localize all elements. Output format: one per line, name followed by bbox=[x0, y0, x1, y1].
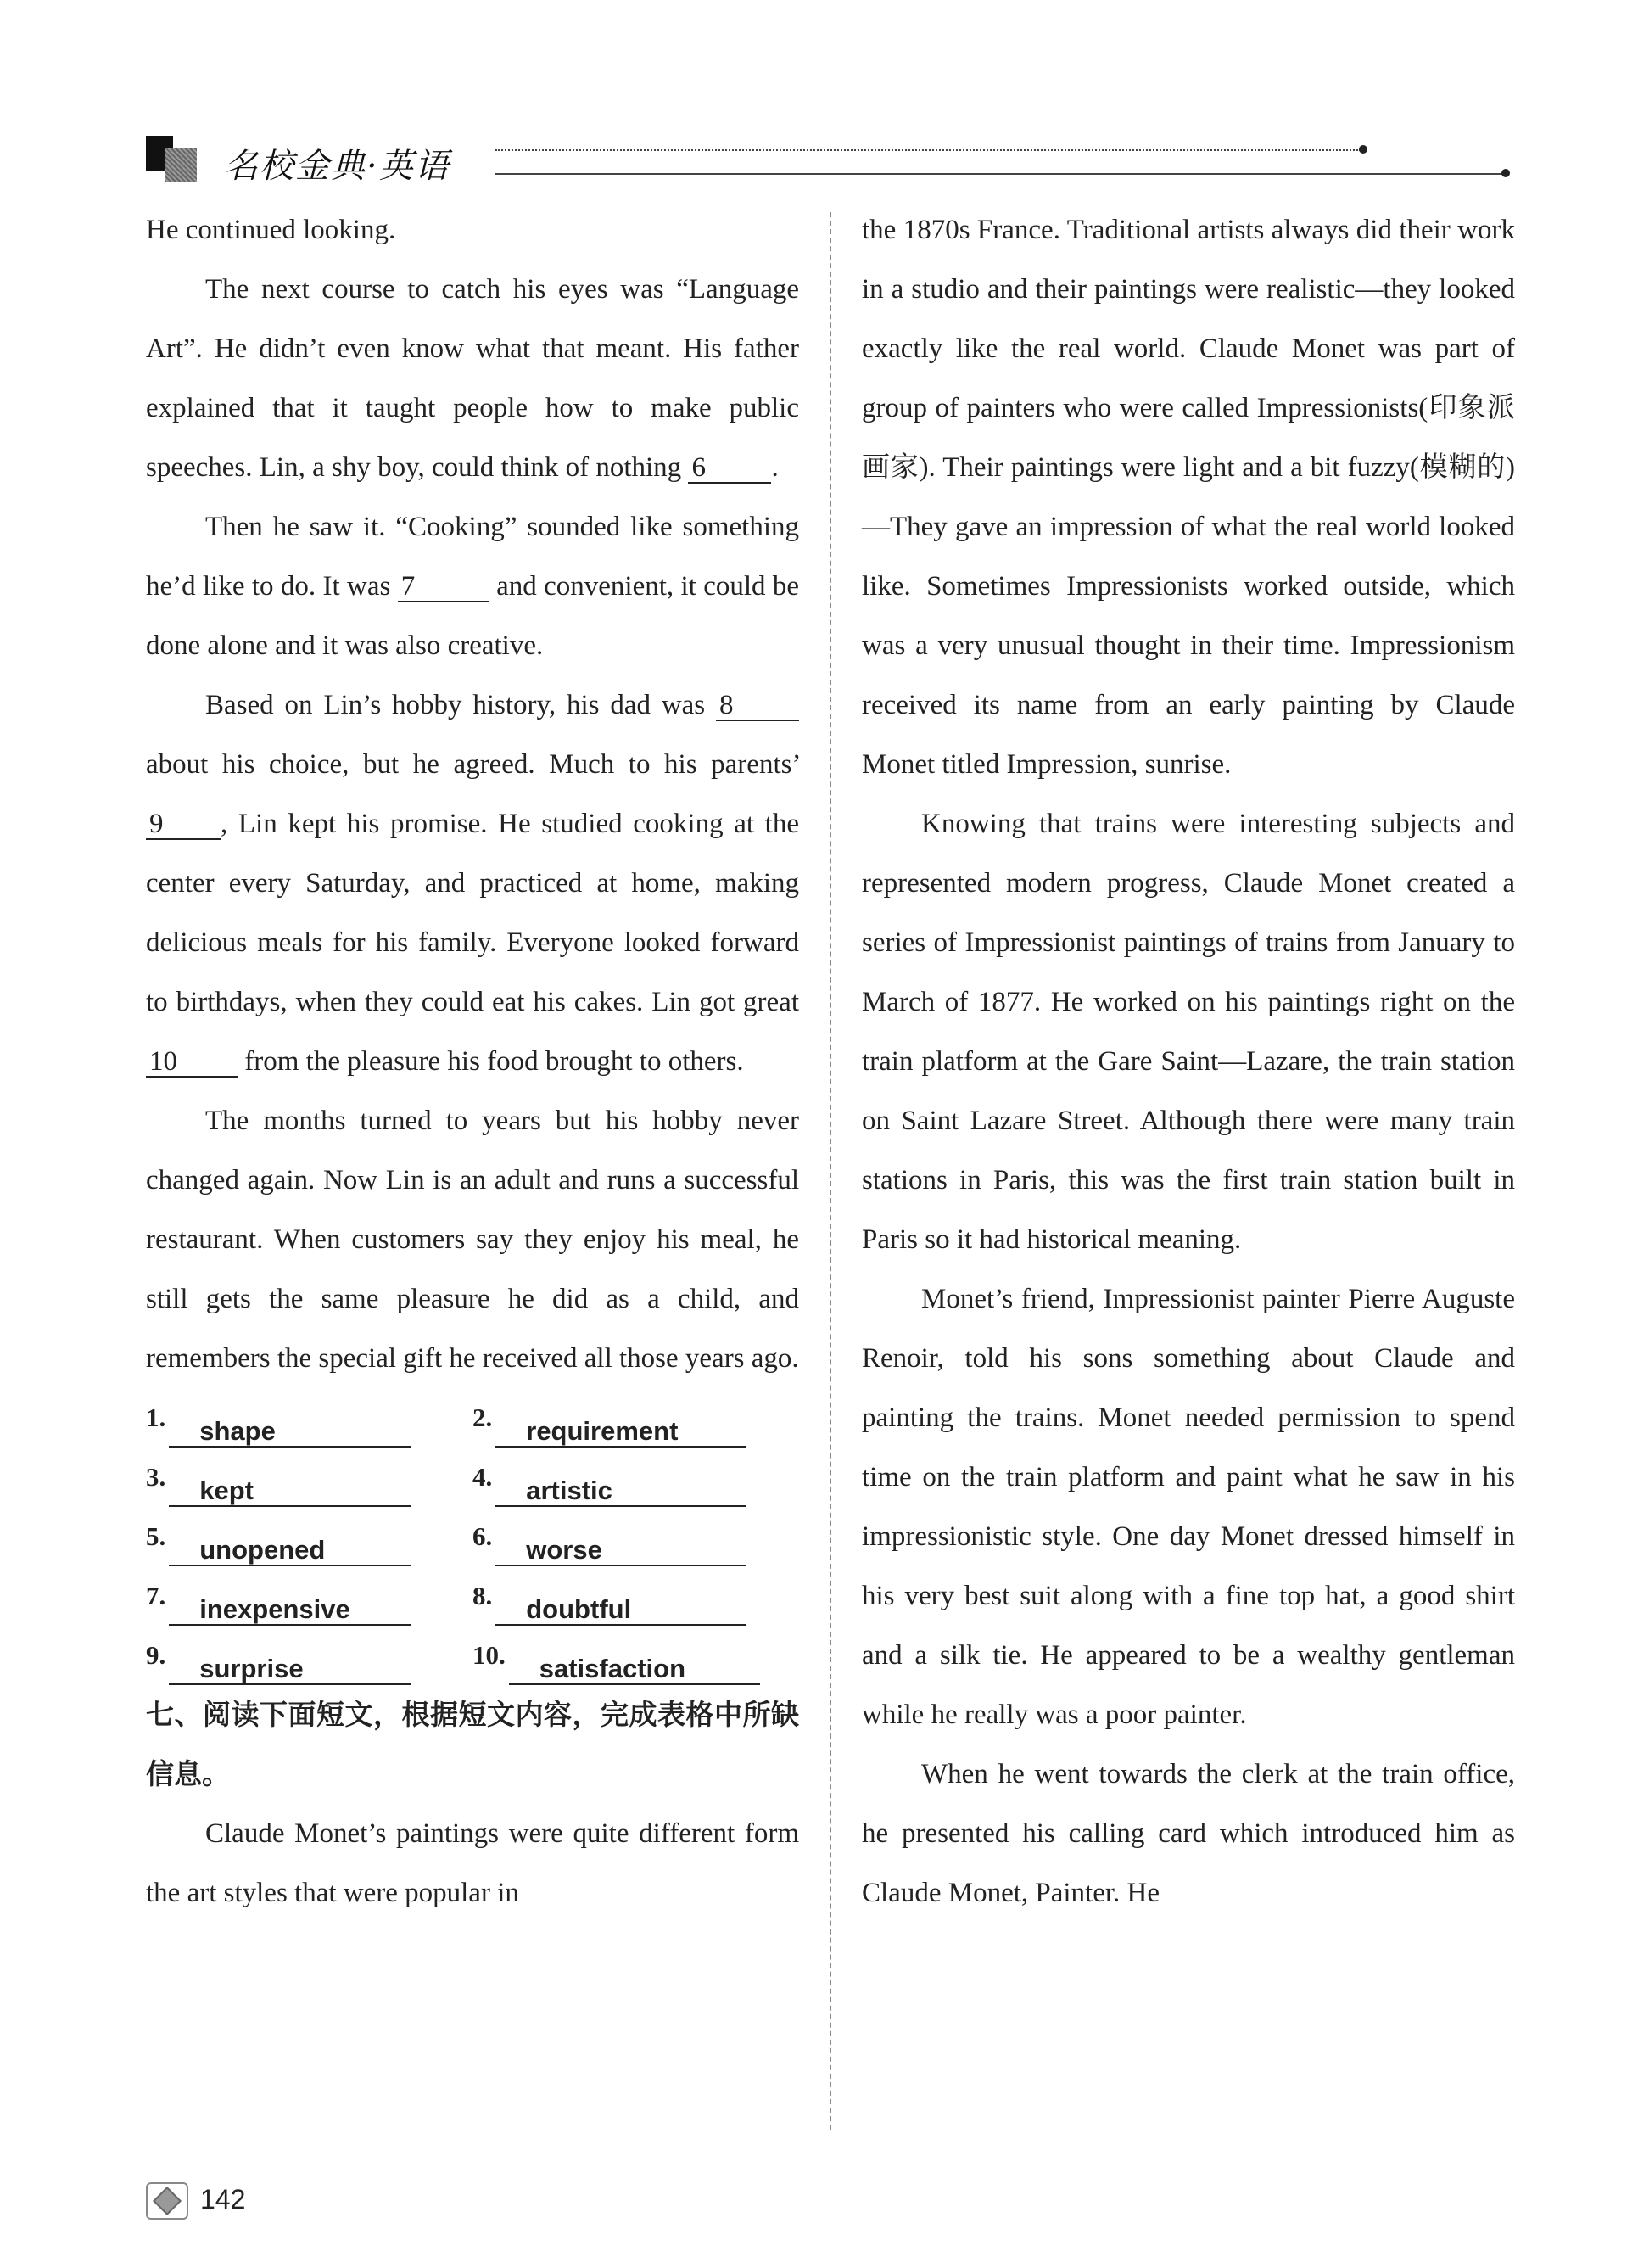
text: and convenient, it could be done alone and it was also creative. bbox=[146, 571, 800, 661]
answer-row bbox=[146, 1566, 799, 1626]
paragraph bbox=[146, 497, 799, 675]
text: about his choice, but he agreed. Much to his parents’ bbox=[146, 749, 799, 780]
answer-number: 4. bbox=[472, 1462, 493, 1492]
answer-number: 1. bbox=[146, 1403, 166, 1432]
answer-item bbox=[146, 1448, 472, 1507]
paragraph bbox=[146, 260, 799, 497]
answer-row bbox=[146, 1388, 799, 1448]
text: from the pleasure his food brought to others. bbox=[244, 1046, 744, 1077]
blank-7: 7 bbox=[398, 573, 489, 602]
header-solid-rule bbox=[495, 173, 1505, 175]
paragraph: When he went towards the clerk at the train office, he presented his calling card which introduced him as Claude Monet, Painter. He bbox=[862, 1759, 1515, 1908]
header-dot bbox=[1359, 145, 1367, 154]
blank-10: 10 bbox=[146, 1048, 238, 1078]
text: Based on Lin’s hobby history, his dad was bbox=[205, 690, 706, 720]
paragraph: Monet’s friend, Impressionist painter Pierre Auguste Renoir, told his sons something about Claude and painting the trains. Monet needed permission to spend time on the train platform and paint what he saw in his impressionistic style. One day Monet dressed himself in his very best suit along with a fine top hat, a good shirt and a silk tie. He appeared to be a wealthy gentleman while he really was a poor painter. bbox=[862, 1284, 1515, 1730]
answer-value: worse bbox=[495, 1536, 746, 1566]
header-dotted-rule bbox=[495, 149, 1361, 151]
column-divider bbox=[830, 212, 831, 2130]
answer-item bbox=[472, 1566, 799, 1626]
blank-9: 9 bbox=[146, 810, 221, 840]
header-dot bbox=[1501, 169, 1510, 177]
answer-row bbox=[146, 1448, 799, 1507]
answer-item bbox=[146, 1507, 472, 1566]
blank-8: 8 bbox=[716, 692, 799, 721]
answer-item bbox=[472, 1507, 799, 1566]
header-logo-pattern bbox=[165, 148, 197, 182]
answer-value: satisfaction bbox=[509, 1655, 760, 1685]
answer-number: 6. bbox=[472, 1521, 493, 1551]
text: The next course to catch his eyes was “Language Art”. He didn’t even know what that meant. His father explained that it taught people how to make public speeches. Lin, a shy boy, could think of nothing bbox=[146, 274, 799, 483]
right-column bbox=[862, 200, 1515, 1923]
answer-number: 2. bbox=[472, 1403, 493, 1432]
answer-value: doubtful bbox=[495, 1595, 746, 1626]
answer-number: 9. bbox=[146, 1640, 166, 1670]
header-title: 名校金典·英语 bbox=[224, 147, 450, 186]
answer-item bbox=[472, 1626, 799, 1685]
blank-6: 6 bbox=[688, 454, 771, 484]
paragraph: the 1870s France. Traditional artists always did their work in a studio and their paintings were realistic—they looked exactly like the real world. Claude Monet was part of group of painters who were called Impressionists(印象派画家). Their paintings were light and a bit fuzzy(模糊的)—They gave an impression of what the real world looked like. Sometimes Impressionists worked outside, which was a very unusual thought in their time. Impressionism received its name from an early painting by Claude Monet titled Impression, sunrise. bbox=[862, 215, 1515, 780]
text: , Lin kept his promise. He studied cooking at the center every Saturday, and practiced at home, making delicious meals for his family. Everyone looked forward to birthdays, when they could eat his cakes. Lin got great bbox=[146, 809, 799, 1017]
page-number: 142 bbox=[200, 2184, 246, 2215]
answer-key bbox=[146, 1388, 799, 1685]
answer-row bbox=[146, 1507, 799, 1566]
text: . bbox=[771, 452, 779, 483]
answer-item bbox=[472, 1388, 799, 1448]
answer-value: unopened bbox=[169, 1536, 411, 1566]
page-header bbox=[146, 136, 1520, 187]
paragraph: Claude Monet’s paintings were quite different form the art styles that were popular in bbox=[146, 1818, 799, 1908]
page-number-icon bbox=[146, 2182, 188, 2220]
section-heading: 七、阅读下面短文，根据短文内容，完成表格中所缺信息。 bbox=[146, 1698, 799, 1790]
answer-item bbox=[146, 1388, 472, 1448]
answer-number: 5. bbox=[146, 1521, 166, 1551]
answer-value: artistic bbox=[495, 1476, 746, 1507]
diamond-icon bbox=[153, 2187, 182, 2215]
answer-value: shape bbox=[169, 1417, 411, 1448]
answer-number: 3. bbox=[146, 1462, 166, 1492]
paragraph: Knowing that trains were interesting subjects and represented modern progress, Claude Monet created a series of Impressionist paintings of trains from January to March of 1877. He worked on his paintings right on the train platform at the Gare Saint—Lazare, the train station on Saint Lazare Street. Although there were many train stations in Paris, this was the first train station built in Paris so it had historical meaning. bbox=[862, 809, 1515, 1255]
answer-item bbox=[146, 1566, 472, 1626]
left-column bbox=[146, 200, 799, 1923]
answer-value: surprise bbox=[169, 1655, 411, 1685]
text: Then he saw it. “Cooking” sounded like something he’d like to do. It was bbox=[146, 512, 799, 602]
answer-number: 10. bbox=[472, 1640, 506, 1670]
answer-number: 7. bbox=[146, 1581, 166, 1610]
paragraph bbox=[146, 675, 799, 1091]
answer-row bbox=[146, 1626, 799, 1685]
answer-number: 8. bbox=[472, 1581, 493, 1610]
answer-item bbox=[146, 1626, 472, 1685]
paragraph: He continued looking. bbox=[146, 215, 396, 245]
paragraph: The months turned to years but his hobby never changed again. Now Lin is an adult and runs a successful restaurant. When customers say they enjoy his meal, he still gets the same pleasure he did as a child, and remembers the special gift he received all those years ago. bbox=[146, 1106, 799, 1374]
answer-value: inexpensive bbox=[169, 1595, 411, 1626]
answer-item bbox=[472, 1448, 799, 1507]
answer-value: kept bbox=[169, 1476, 411, 1507]
answer-value: requirement bbox=[495, 1417, 746, 1448]
